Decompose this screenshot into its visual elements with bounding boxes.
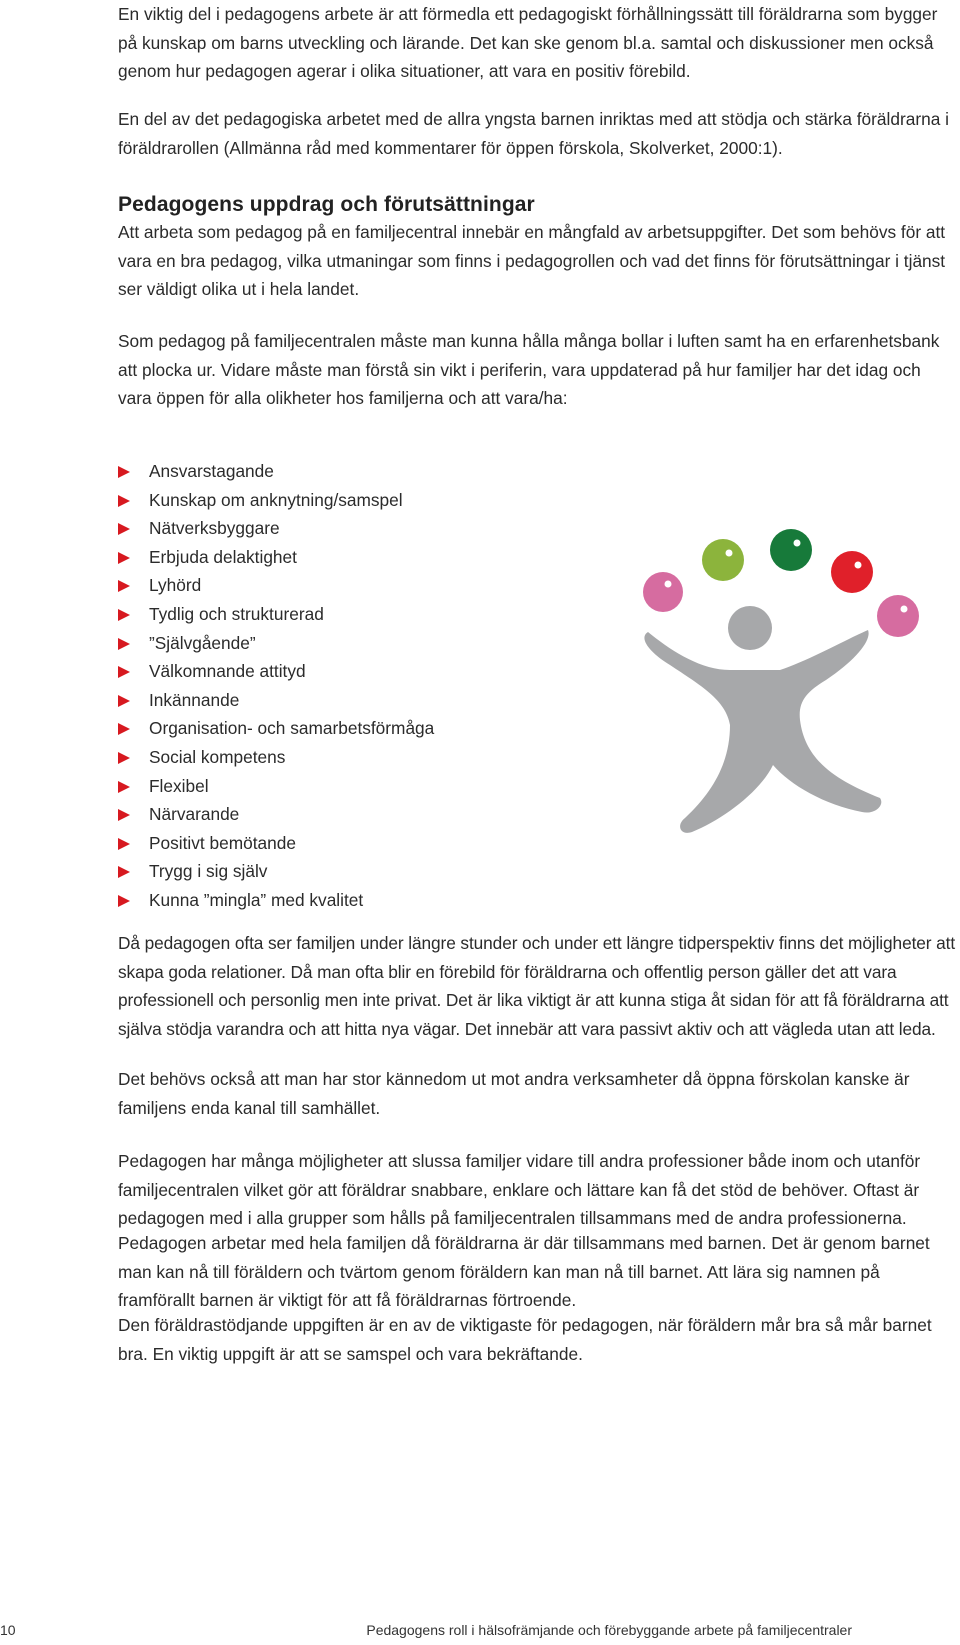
list-item: Lyhörd bbox=[118, 571, 434, 600]
section-heading: Pedagogens uppdrag och förutsättningar bbox=[118, 193, 535, 216]
arrow-bullet-icon bbox=[118, 723, 130, 735]
arrow-bullet-icon bbox=[118, 638, 130, 650]
ball-highlight bbox=[855, 562, 862, 569]
arrow-bullet-icon bbox=[118, 580, 130, 592]
arrow-bullet-icon bbox=[118, 809, 130, 821]
list-item: Erbjuda delaktighet bbox=[118, 543, 434, 572]
dark-green-ball bbox=[770, 529, 812, 571]
list-item: Välkomnande attityd bbox=[118, 657, 434, 686]
list-item: Kunskap om anknytning/samspel bbox=[118, 486, 434, 515]
ball-highlight bbox=[794, 540, 801, 547]
arrow-bullet-icon bbox=[118, 495, 130, 507]
arrow-bullet-icon bbox=[118, 866, 130, 878]
red-ball bbox=[831, 551, 873, 593]
arrow-bullet-icon bbox=[118, 695, 130, 707]
arrow-bullet-icon bbox=[118, 838, 130, 850]
arrow-bullet-icon bbox=[118, 523, 130, 535]
list-item: Trygg i sig själv bbox=[118, 857, 434, 886]
paragraph-parent-support: En del av det pedagogiska arbetet med de allra yngsta barnen inriktas med att stödja och stärka föräldrarna i föräldrarollen (Allmänna råd med kommentarer för öppen förskola, Skolverket, 2000:1). bbox=[118, 109, 949, 158]
list-item: ”Självgående” bbox=[118, 629, 434, 658]
ball-highlight bbox=[901, 606, 908, 613]
page-number: 10 bbox=[0, 1622, 16, 1638]
paragraph-knowledge: Det behövs också att man har stor kännedom ut mot andra verksamheter då öppna förskolan kanske är familjens enda kanal till samhället. bbox=[118, 1069, 910, 1118]
paragraph-juggling: Som pedagog på familjecentralen måste man kunna hålla många bollar i luften samt ha en erfarenhetsbank att plocka ur. Vidare måste man förstå sin vikt i periferin, vara uppdaterad på hur familjer har det idag och vara öppen för alla olikheter hos familjerna och att vara/ha: bbox=[118, 331, 940, 409]
qualities-list bbox=[118, 457, 434, 915]
pink-ball-right bbox=[877, 595, 919, 637]
paragraph-relations: Då pedagogen ofta ser familjen under längre stunder och under ett längre tidperspektiv finns det möjligheter att skapa goda relationer. Då man ofta blir en förebild för föräldrarna och offentlig person gäller det att vara professionell och personlig men inte privat. Det är lika viktigt är att kunna stiga åt sidan för att få föräldrarna att själva stödja varandra och att hitta nya vägar. Det innebär att vara passivt aktiv och att vägleda utan att leda. bbox=[118, 933, 956, 1039]
ball-highlight bbox=[726, 550, 733, 557]
paragraph-assignment: Att arbeta som pedagog på en familjecentral innebär en mångfald av arbetsuppgifter. Det som behövs för att vara en bra pedagog, vilka utmaningar som finns i pedagogrollen och vad det finns för förutsättningar i tjänst ser väldigt olika ut i hela landet. bbox=[118, 222, 946, 300]
paragraph-parent-task: Den föräldrastödjande uppgiften är en av de viktigaste för pedagogen, när föräldern mår bra så mår barnet bra. En viktig uppgift är att se samspel och vara bekräftande. bbox=[118, 1315, 932, 1364]
list-item: Kunna ”mingla” med kvalitet bbox=[118, 886, 434, 915]
paragraph-intro: En viktig del i pedagogens arbete är att förmedla ett pedagogiskt förhållningssätt till föräldrarna som bygger på kunskap om barns utveckling och lärande. Det kan ske genom bl.a. samtal och diskussioner men också genom hur pedagogen agerar i olika situationer, att vara en positiv förebild. bbox=[118, 4, 938, 82]
pink-ball-left bbox=[643, 572, 683, 612]
list-item: Social kompetens bbox=[118, 743, 434, 772]
list-item: Inkännande bbox=[118, 686, 434, 715]
arrow-bullet-icon bbox=[118, 781, 130, 793]
running-footer: Pedagogens roll i hälsofrämjande och förebyggande arbete på familjecentraler bbox=[366, 1622, 852, 1638]
list-item: Positivt bemötande bbox=[118, 829, 434, 858]
list-item: Närvarande bbox=[118, 800, 434, 829]
light-green-ball bbox=[702, 539, 744, 581]
juggler-figure bbox=[644, 606, 881, 833]
list-item: Organisation- och samarbetsförmåga bbox=[118, 714, 434, 743]
paragraph-whole-family: Pedagogen arbetar med hela familjen då föräldrarna är där tillsammans med barnen. Det är genom barnet man kan nå till föräldern och tvärtom genom föräldern kan man nå till barnet. Att lära sig namnen på framförallt barnen är viktigt för att få föräldrarnas förtroende. bbox=[118, 1233, 930, 1311]
arrow-bullet-icon bbox=[118, 752, 130, 764]
arrow-bullet-icon bbox=[118, 609, 130, 621]
list-item: Nätverksbyggare bbox=[118, 514, 434, 543]
arrow-bullet-icon bbox=[118, 895, 130, 907]
ball-highlight bbox=[665, 581, 672, 588]
paragraph-opportunities: Pedagogen har många möjligheter att slussa familjer vidare till andra professioner både inom och utanför familjecentralen vilket gör att föräldrar snabbare, enklare och lättare kan få det stöd de behöver. Oftast är pedagogen med i alla grupper som hålls på familjecentralen tillsammans med de andra professionerna. bbox=[118, 1151, 921, 1229]
arrow-bullet-icon bbox=[118, 666, 130, 678]
list-item: Tydlig och strukturerad bbox=[118, 600, 434, 629]
juggler-illustration bbox=[630, 520, 930, 850]
list-item: Flexibel bbox=[118, 772, 434, 801]
arrow-bullet-icon bbox=[118, 552, 130, 564]
arrow-bullet-icon bbox=[118, 466, 130, 478]
list-item: Ansvarstagande bbox=[118, 457, 434, 486]
